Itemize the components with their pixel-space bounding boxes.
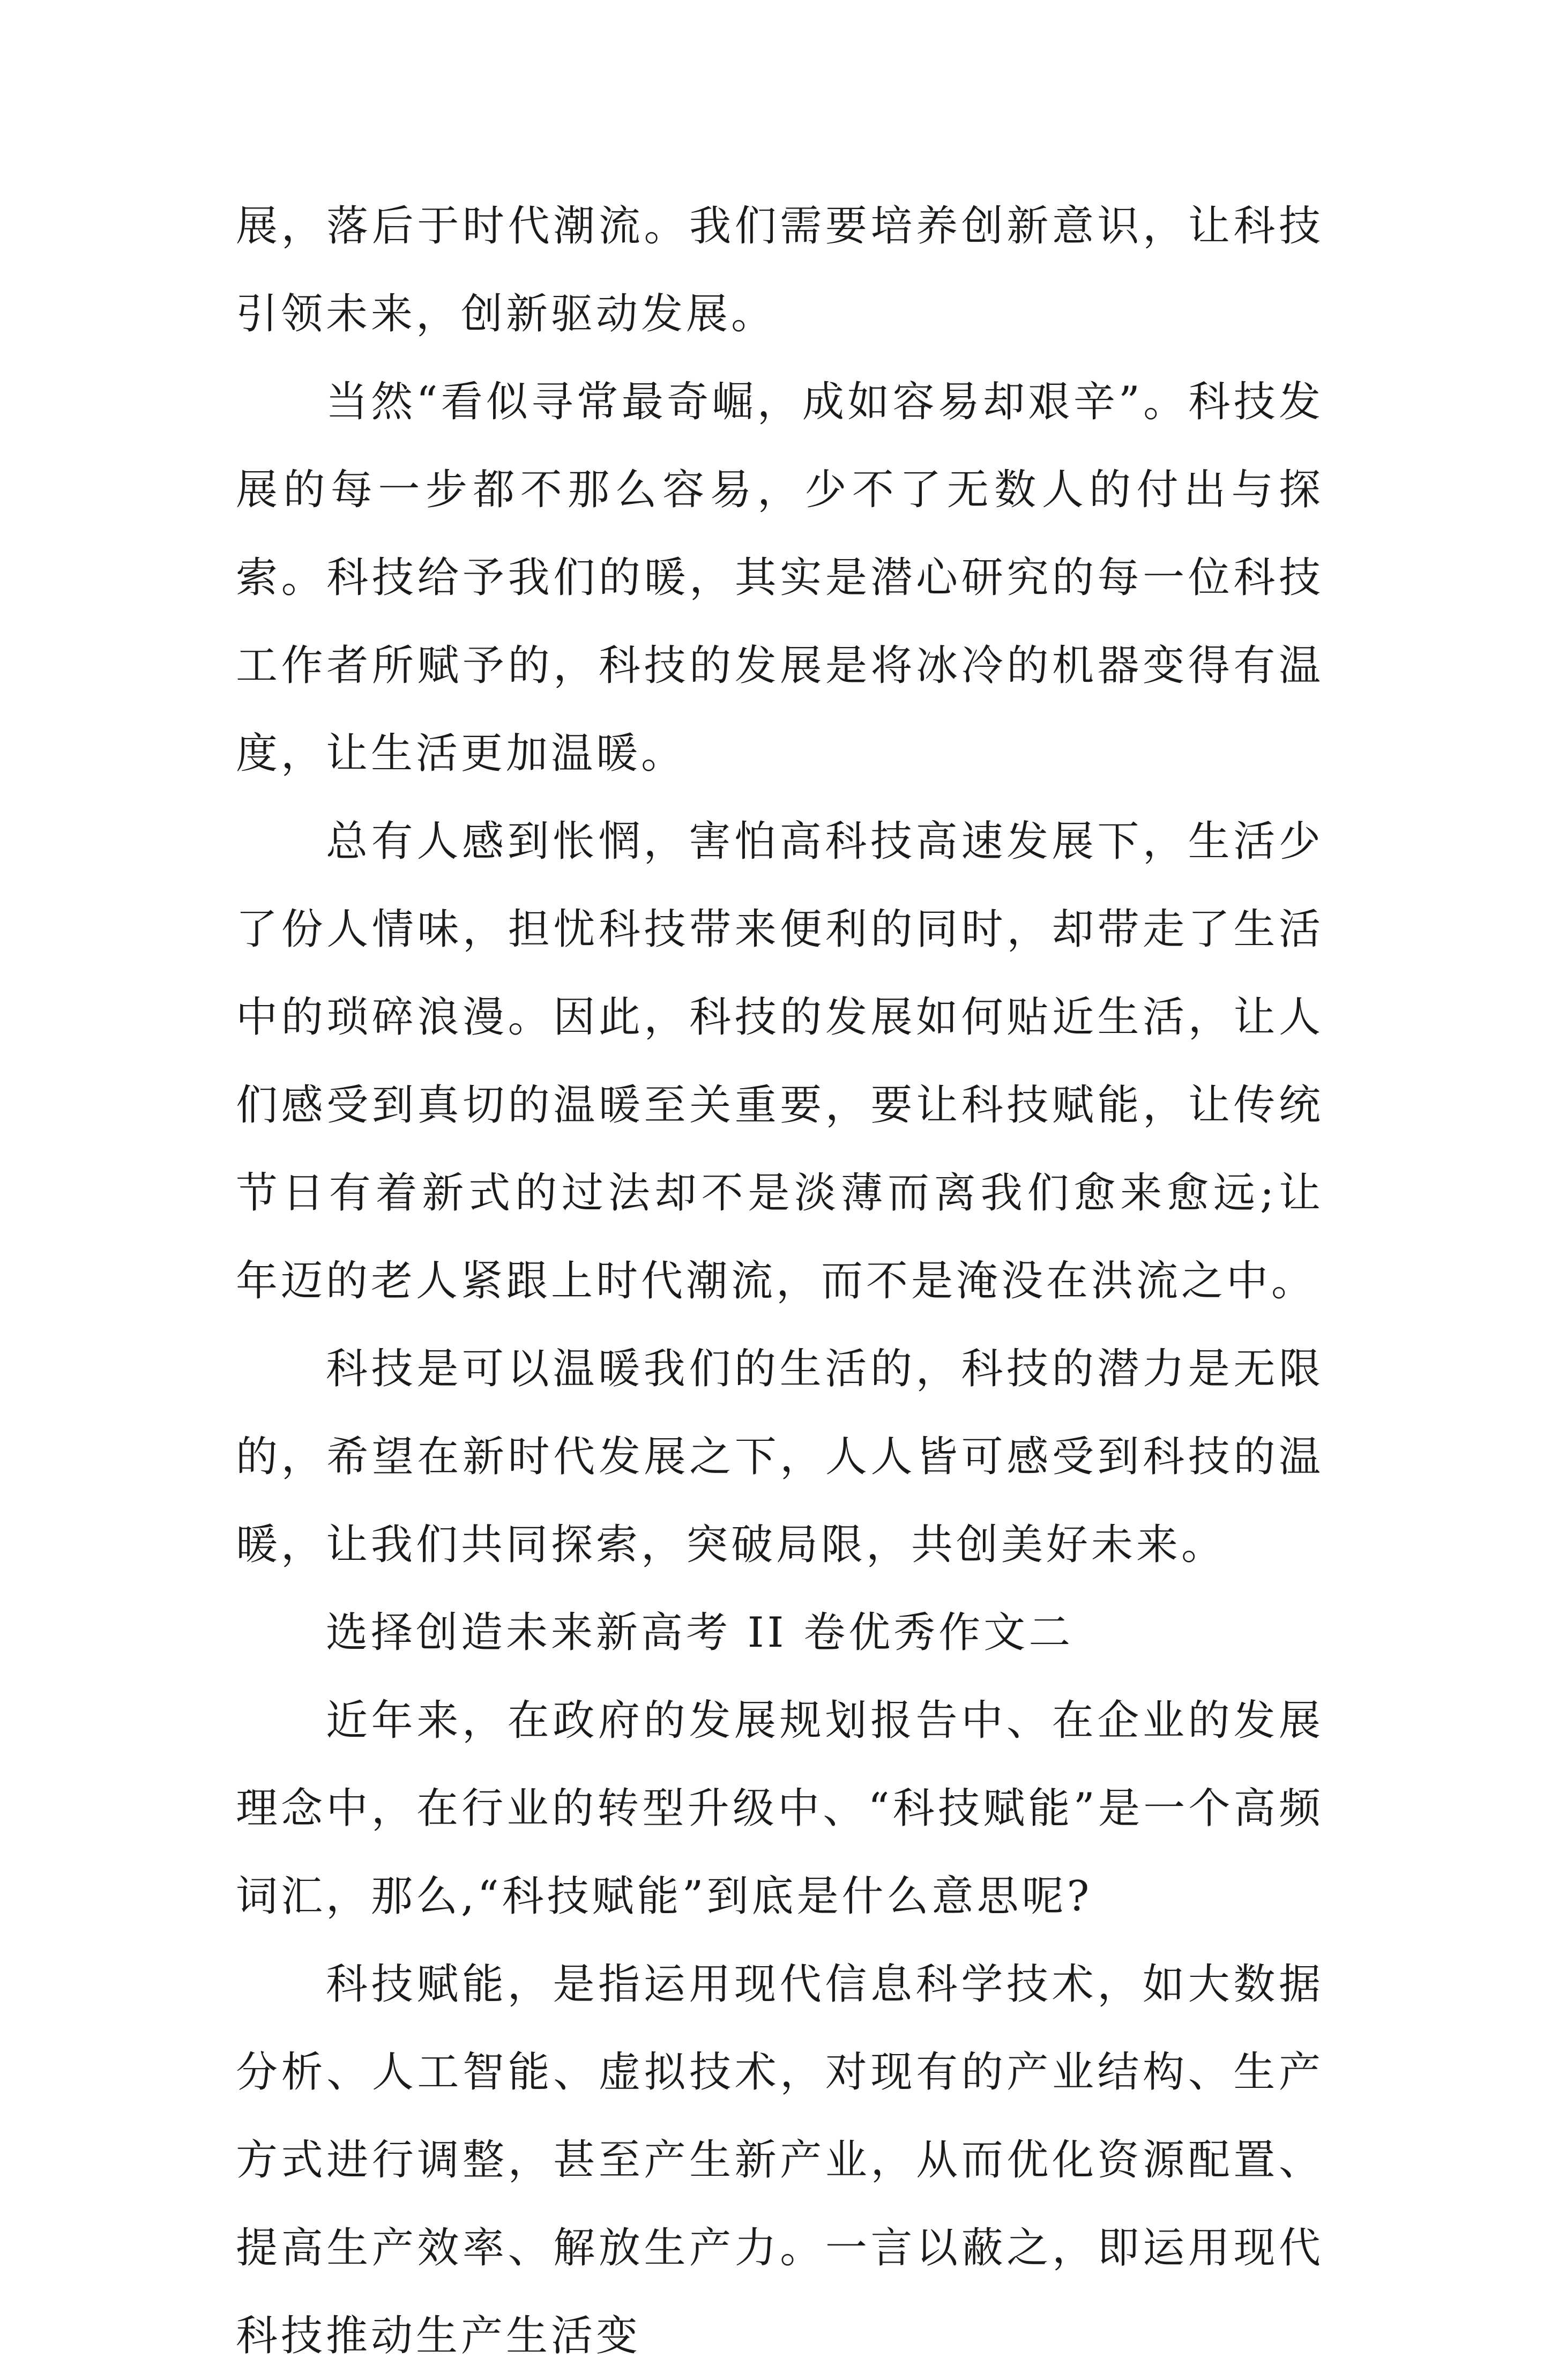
paragraph-hardship: 当然“看似寻常最奇崛，成如容易却艰辛”。科技发展的每一步都不那么容易，少不了无数人的付出与探索。科技给予我们的暖，其实是潜心研究的每一位科技工作者所赋予的，科技的发展是将冰冷的机器变得有温度，让生活更加温暖。 bbox=[236, 378, 1324, 778]
paragraph-definition: 科技赋能，是指运用现代信息科学技术，如大数据分析、人工智能、虚拟技术，对现有的产业结构、生产方式进行调整，甚至产生新产业，从而优化资源配置、提高生产效率、解放生产力。一言以蔽之，即运用现代科技推动生产生活变 bbox=[236, 1960, 1324, 2360]
paragraph-conclusion: 科技是可以温暖我们的生活的，科技的潜力是无限的，希望在新时代发展之下，人人皆可感受到科技的温暖，让我们共同探索，突破局限，共创美好未来。 bbox=[236, 1345, 1324, 1569]
paragraph-continuation: 展，落后于时代潮流。我们需要培养创新意识，让科技引领未来，创新驱动发展。 bbox=[236, 202, 1324, 338]
paragraph-intro-two: 近年来，在政府的发展规划报告中、在企业的发展理念中，在行业的转型升级中、“科技赋能”是一个高频词汇，那么,“科技赋能”到底是什么意思呢? bbox=[236, 1697, 1324, 1921]
essay-body bbox=[236, 182, 1324, 2380]
essay-title-two: 选择创造未来新高考 II 卷优秀作文二 bbox=[326, 1609, 1074, 1657]
paragraph-concern: 总有人感到怅惘，害怕高科技高速发展下，生活少了份人情味，担忧科技带来便利的同时，却带走了生活中的琐碎浪漫。因此，科技的发展如何贴近生活，让人们感受到真切的温暖至关重要，要让科技赋能，让传统节日有着新式的过法却不是淡薄而离我们愈来愈远;让年迈的老人紧跟上时代潮流，而不是淹没在洪流之中。 bbox=[236, 817, 1324, 1305]
